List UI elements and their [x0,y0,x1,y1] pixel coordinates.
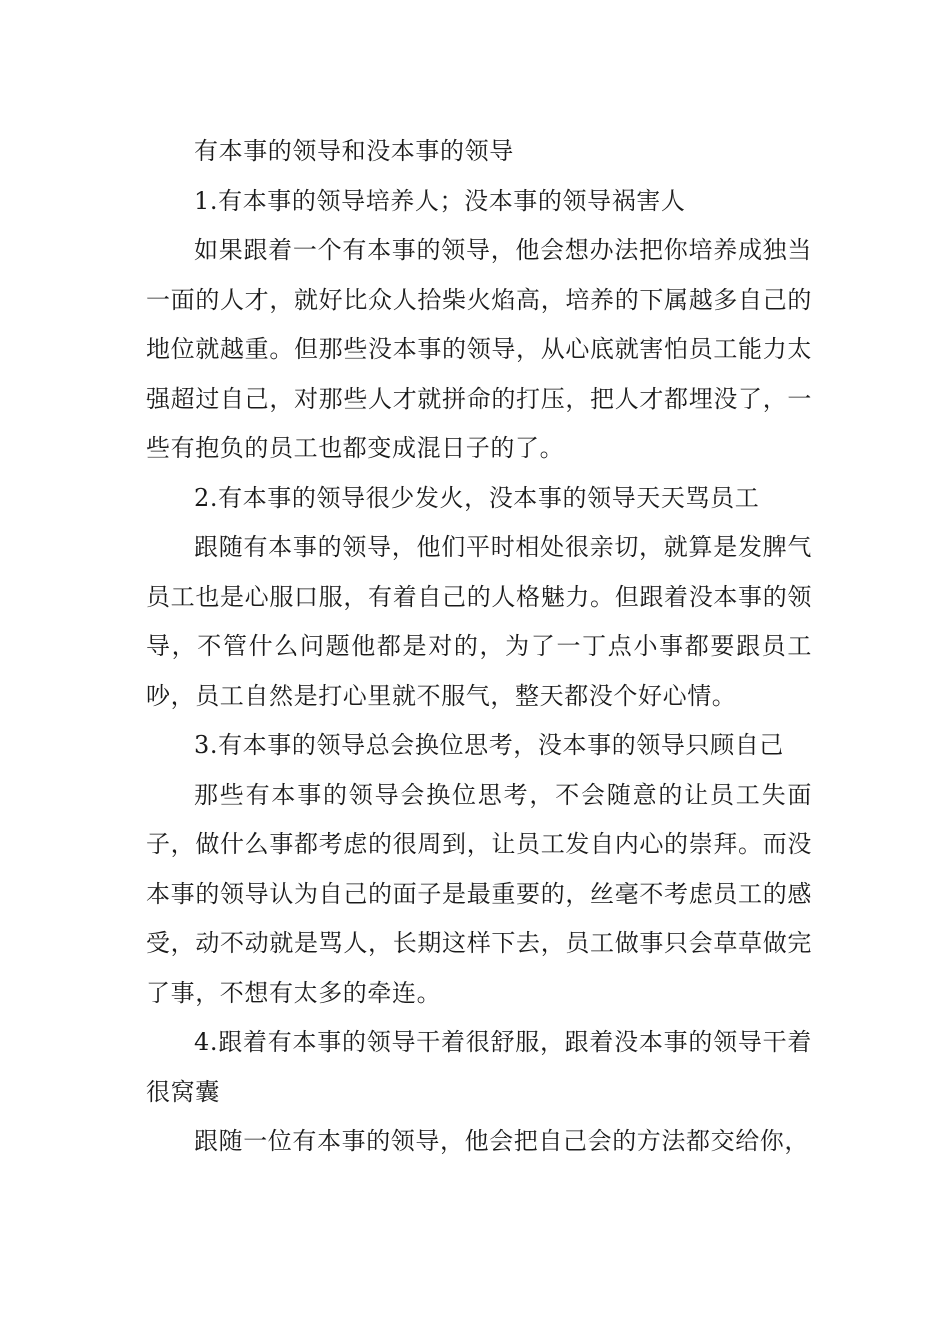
heading-point-3: 3.有本事的领导总会换位思考，没本事的领导只顾自己 [194,731,784,759]
heading-point-1: 1.有本事的领导培养人；没本事的领导祸害人 [194,186,686,215]
document-title: 有本事的领导和没本事的领导 [194,137,514,165]
heading-point-4: 4.跟着有本事的领导干着很舒服，跟着没本事的领导干着很窝囊 [146,1028,812,1106]
paragraph-point-1: 如果跟着一个有本事的领导，他会想办法把你培养成独当一面的人才，就好比众人拾柴火焰高，培养的下属越多自己的地位就越重。但那些没本事的领导，从心底就害怕员工能力太强超过自己，对那些人才就拼命的打压，把人才都埋没了，一些有抱负的员工也都变成混日子的了。 [146,236,812,462]
paragraph-point-3: 那些有本事的领导会换位思考，不会随意的让员工失面子，做什么事都考虑的很周到，让员工发自内心的崇拜。而没本事的领导认为自己的面子是最重要的，丝毫不考虑员工的感受，动不动就是骂人，长期这样下去，员工做事只会草草做完了事，不想有太多的牵连。 [146,780,812,1007]
document-body [146,127,812,1167]
paragraph-point-4: 跟随一位有本事的领导，他会把自己会的方法都交给你， [194,1127,809,1155]
heading-point-2: 2.有本事的领导很少发火，没本事的领导天天骂员工 [194,483,760,512]
paragraph-point-2: 跟随有本事的领导，他们平时相处很亲切，就算是发脾气员工也是心服口服，有着自己的人格魅力。但跟着没本事的领导，不管什么问题他都是对的，为了一丁点小事都要跟员工吵，员工自然是打心里就不服气，整天都没个好心情。 [146,533,812,710]
